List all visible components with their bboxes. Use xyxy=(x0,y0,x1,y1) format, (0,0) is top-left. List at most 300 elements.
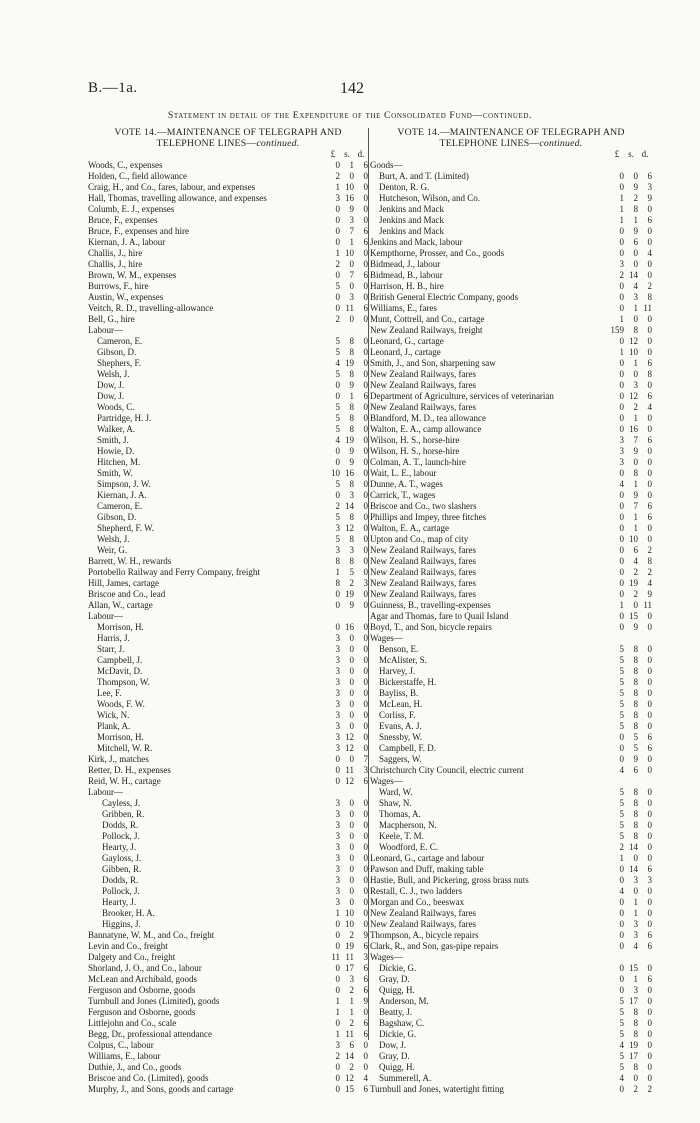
amount-pounds: 2 xyxy=(619,842,624,852)
amount-shillings: 8 xyxy=(633,1062,638,1072)
ledger-row xyxy=(370,754,652,765)
amount-pence: 0 xyxy=(363,1040,368,1050)
amount-pounds: 5 xyxy=(619,666,624,676)
entry-description: Shaw, N. xyxy=(379,798,412,808)
ledger-row xyxy=(88,578,368,589)
ledger-row xyxy=(88,633,368,644)
amount-shillings: 8 xyxy=(633,325,638,335)
entry-description: Woods, F. W. xyxy=(97,699,145,709)
entry-description: Hitchen, M. xyxy=(97,457,141,467)
amount-shillings: 1 xyxy=(349,1007,354,1017)
amount-pounds: 0 xyxy=(619,358,624,368)
amount-pounds: 5 xyxy=(619,677,624,687)
ledger-row xyxy=(88,1084,368,1095)
entry-description: Higgins, J. xyxy=(102,919,141,929)
amount-pounds: 3 xyxy=(619,457,624,467)
ledger-row xyxy=(88,1062,368,1073)
amount-pence: 0 xyxy=(363,732,368,742)
amount-shillings: 8 xyxy=(349,424,354,434)
ledger-row xyxy=(370,765,652,776)
ledger-row xyxy=(370,182,652,193)
amount-pence: 2 xyxy=(647,1084,652,1094)
amount-pounds: 1 xyxy=(619,314,624,324)
ledger-row xyxy=(370,347,652,358)
amount-shillings: 8 xyxy=(349,402,354,412)
ledger-row xyxy=(88,743,368,754)
amount-shillings: 0 xyxy=(349,666,354,676)
unit-shillings: s. xyxy=(628,149,634,159)
ledger-row xyxy=(88,721,368,732)
amount-pence: 0 xyxy=(363,424,368,434)
amount-pence: 0 xyxy=(647,853,652,863)
ledger-row xyxy=(88,875,368,886)
amount-shillings: 1 xyxy=(349,996,354,1006)
amount-pounds: 4 xyxy=(619,765,624,775)
amount-pence: 6 xyxy=(647,732,652,742)
amount-pence: 0 xyxy=(363,1062,368,1072)
entry-description: Wait, L. E., labour xyxy=(370,468,437,478)
amount-pounds: 0 xyxy=(619,985,624,995)
amount-shillings: 8 xyxy=(633,677,638,687)
amount-pence: 0 xyxy=(647,908,652,918)
ledger-row xyxy=(88,457,368,468)
entry-description: Labour— xyxy=(88,325,123,335)
amount-shillings: 6 xyxy=(633,237,638,247)
ledger-row xyxy=(88,314,368,325)
amount-shillings: 19 xyxy=(629,578,638,588)
ledger-row xyxy=(370,633,652,644)
amount-pounds: 3 xyxy=(335,897,340,907)
amount-pounds: 8 xyxy=(335,556,340,566)
amount-shillings: 11 xyxy=(345,303,354,313)
amount-pounds: 0 xyxy=(619,919,624,929)
vote-heading-line1: VOTE 14.—MAINTENANCE OF TELEGRAPH AND xyxy=(114,127,342,138)
amount-shillings: 1 xyxy=(349,237,354,247)
amount-pounds: 0 xyxy=(619,490,624,500)
amount-pence: 6 xyxy=(647,974,652,984)
amount-pence: 7 xyxy=(363,754,368,764)
amount-pounds: 5 xyxy=(619,831,624,841)
entry-description: Woods, C., expenses xyxy=(88,160,163,170)
amount-shillings: 9 xyxy=(633,226,638,236)
amount-pence: 4 xyxy=(647,578,652,588)
entry-description: Burrows, F., hire xyxy=(88,281,149,291)
amount-pounds: 3 xyxy=(335,743,340,753)
amount-shillings: 3 xyxy=(349,215,354,225)
amount-pounds: 0 xyxy=(619,864,624,874)
amount-pounds: 0 xyxy=(619,545,624,555)
ledger-row xyxy=(88,325,368,336)
amount-pounds: 0 xyxy=(335,1018,340,1028)
ledger-row xyxy=(88,358,368,369)
amount-shillings: 3 xyxy=(633,380,638,390)
ledger-row xyxy=(88,897,368,908)
ledger-row xyxy=(370,512,652,523)
amount-pence: 0 xyxy=(647,424,652,434)
ledger-row xyxy=(370,1062,652,1073)
amount-pounds: 3 xyxy=(335,732,340,742)
ledger-row xyxy=(88,886,368,897)
amount-shillings: 19 xyxy=(345,358,354,368)
amount-shillings: 0 xyxy=(349,688,354,698)
ledger-row xyxy=(88,237,368,248)
unit-shillings: s. xyxy=(344,149,350,159)
amount-pounds: 5 xyxy=(335,281,340,291)
entry-description: Williams, E., labour xyxy=(88,1051,161,1061)
vote-heading xyxy=(370,128,652,149)
entry-description: Begg, Dr., professional attendance xyxy=(88,1029,212,1039)
amount-shillings: 10 xyxy=(629,534,638,544)
entry-description: Hearty, J. xyxy=(102,897,137,907)
ledger-row xyxy=(370,292,652,303)
amount-pence: 0 xyxy=(363,402,368,412)
ledger-row xyxy=(370,820,652,831)
amount-pence: 0 xyxy=(647,897,652,907)
amount-pounds: 4 xyxy=(619,1040,624,1050)
entry-description: McLean, H. xyxy=(379,699,423,709)
entry-description: Walton, E. A., cartage xyxy=(370,523,449,533)
amount-shillings: 8 xyxy=(349,413,354,423)
amount-pounds: 3 xyxy=(335,886,340,896)
amount-pounds: 0 xyxy=(619,611,624,621)
ledger-row xyxy=(88,193,368,204)
amount-pounds: 3 xyxy=(335,820,340,830)
amount-shillings: 1 xyxy=(633,523,638,533)
amount-pence: 3 xyxy=(647,182,652,192)
ledger-rows xyxy=(88,160,368,1095)
amount-pence: 0 xyxy=(363,259,368,269)
amount-shillings: 0 xyxy=(349,699,354,709)
amount-pounds: 0 xyxy=(619,171,624,181)
amount-shillings: 1 xyxy=(633,479,638,489)
amount-pence: 0 xyxy=(363,743,368,753)
ledger-row xyxy=(88,1029,368,1040)
amount-pence: 11 xyxy=(643,600,652,610)
amount-pence: 0 xyxy=(363,710,368,720)
unit-pounds: £ xyxy=(614,149,620,159)
ledger-row xyxy=(88,908,368,919)
amount-pence: 6 xyxy=(647,358,652,368)
amount-shillings: 1 xyxy=(633,512,638,522)
ledger-row xyxy=(88,776,368,787)
amount-pence: 0 xyxy=(647,270,652,280)
ledger-row xyxy=(370,1007,652,1018)
amount-pounds: 0 xyxy=(335,963,340,973)
ledger-row xyxy=(88,1051,368,1062)
entry-description: Bannatyne, W. M., and Co., freight xyxy=(88,930,215,940)
amount-pounds: 0 xyxy=(335,380,340,390)
entry-description: Hutcheson, Wilson, and Co. xyxy=(379,193,480,203)
amount-shillings: 0 xyxy=(633,457,638,467)
amount-pounds: 0 xyxy=(335,215,340,225)
entry-description: Welsh, J. xyxy=(97,369,130,379)
amount-pence: 0 xyxy=(647,622,652,632)
amount-pence: 0 xyxy=(647,919,652,929)
amount-pounds: 0 xyxy=(335,446,340,456)
amount-shillings: 0 xyxy=(349,809,354,819)
amount-shillings: 0 xyxy=(349,798,354,808)
amount-pounds: 5 xyxy=(619,1062,624,1072)
entry-description: New Zealand Railways, fares xyxy=(370,402,476,412)
amount-pounds: 5 xyxy=(335,479,340,489)
amount-pounds: 5 xyxy=(335,534,340,544)
amount-pounds: 4 xyxy=(335,358,340,368)
entry-description: Duthie, J., and Co., goods xyxy=(88,1062,182,1072)
amount-shillings: 0 xyxy=(633,259,638,269)
entry-description: Wages— xyxy=(370,776,403,786)
entry-description: Morrison, H. xyxy=(97,732,144,742)
amount-pence: 0 xyxy=(647,1007,652,1017)
amount-pounds: 0 xyxy=(335,204,340,214)
ledger-row xyxy=(370,479,652,490)
vote-heading-line2: TELEPHONE LINES— xyxy=(156,137,257,149)
amount-shillings: 2 xyxy=(349,1062,354,1072)
amount-shillings: 8 xyxy=(633,787,638,797)
amount-shillings: 15 xyxy=(629,963,638,973)
amount-pounds: 0 xyxy=(335,754,340,764)
amount-shillings: 10 xyxy=(629,347,638,357)
amount-shillings: 8 xyxy=(349,534,354,544)
amount-pence: 9 xyxy=(363,996,368,1006)
entry-description: Blandford, M. D., tea allowance xyxy=(370,413,486,423)
ledger-row xyxy=(88,160,368,171)
amount-pounds: 5 xyxy=(619,1007,624,1017)
amount-pence: 0 xyxy=(363,908,368,918)
entry-description: Harvey, J. xyxy=(379,666,416,676)
entry-description: Shorland, J. O., and Co., labour xyxy=(88,963,202,973)
ledger-row xyxy=(88,842,368,853)
amount-shillings: 2 xyxy=(633,589,638,599)
amount-pence: 6 xyxy=(363,270,368,280)
amount-pence: 0 xyxy=(647,754,652,764)
amount-shillings: 19 xyxy=(345,589,354,599)
amount-shillings: 8 xyxy=(633,798,638,808)
amount-pence: 0 xyxy=(647,996,652,1006)
entry-description: Boyd, T., and Son, bicycle repairs xyxy=(370,622,492,632)
entry-description: Hastie, Bull, and Pickering, gross brass nuts xyxy=(370,875,529,885)
entry-description: Woodford, E. C. xyxy=(379,842,439,852)
entry-description: Wick, N. xyxy=(97,710,130,720)
amount-shillings: 19 xyxy=(345,941,354,951)
entry-description: Smith, W. xyxy=(97,468,133,478)
amount-pence: 0 xyxy=(363,468,368,478)
amount-shillings: 16 xyxy=(629,424,638,434)
amount-shillings: 1 xyxy=(633,974,638,984)
amount-pence: 0 xyxy=(363,248,368,258)
amount-pence: 6 xyxy=(363,963,368,973)
ledger-row xyxy=(370,237,652,248)
entry-description: Burt, A. and T. (Limited) xyxy=(379,171,469,181)
amount-shillings: 6 xyxy=(349,1040,354,1050)
entry-description: Quigg, H. xyxy=(379,985,415,995)
ledger-row xyxy=(88,402,368,413)
amount-pounds: 0 xyxy=(335,622,340,632)
amount-shillings: 0 xyxy=(349,710,354,720)
amount-pounds: 0 xyxy=(619,556,624,566)
amount-shillings: 0 xyxy=(349,259,354,269)
amount-pence: 6 xyxy=(363,160,368,170)
ledger-row xyxy=(370,798,652,809)
amount-shillings: 8 xyxy=(349,479,354,489)
amount-shillings: 7 xyxy=(349,226,354,236)
entry-description: Corliss, F. xyxy=(379,710,416,720)
amount-shillings: 8 xyxy=(349,347,354,357)
amount-shillings: 3 xyxy=(633,985,638,995)
amount-shillings: 8 xyxy=(349,369,354,379)
ledger-row xyxy=(88,930,368,941)
ledger-row xyxy=(370,611,652,622)
entry-description: Summerell, A. xyxy=(379,1073,432,1083)
amount-pounds: 0 xyxy=(619,1084,624,1094)
right-column xyxy=(370,128,652,1095)
amount-pence: 0 xyxy=(363,919,368,929)
entry-description: Starr, J. xyxy=(97,644,125,654)
amount-pence: 3 xyxy=(363,952,368,962)
amount-shillings: 0 xyxy=(633,886,638,896)
entry-description: Austin, W., expenses xyxy=(88,292,164,302)
entry-description: Briscoe and Co., lead xyxy=(88,589,166,599)
amount-pounds: 0 xyxy=(619,369,624,379)
amount-pence: 6 xyxy=(363,1084,368,1094)
amount-pence: 0 xyxy=(363,336,368,346)
entry-description: Portobello Railway and Ferry Company, freight xyxy=(88,567,260,577)
amount-pounds: 0 xyxy=(619,303,624,313)
amount-shillings: 0 xyxy=(633,248,638,258)
ledger-row xyxy=(370,160,652,171)
amount-pence: 0 xyxy=(647,820,652,830)
amount-pounds: 0 xyxy=(335,226,340,236)
entry-description: Colman, A. T., launch-hire xyxy=(370,457,466,467)
amount-pence: 6 xyxy=(647,435,652,445)
amount-pence: 0 xyxy=(363,809,368,819)
entry-description: Wilson, H. S., horse-hire xyxy=(370,446,460,456)
ledger-row xyxy=(370,897,652,908)
amount-pounds: 0 xyxy=(335,600,340,610)
entry-description: New Zealand Railways, fares xyxy=(370,556,476,566)
entry-description: Allan, W., cartage xyxy=(88,600,153,610)
amount-shillings: 0 xyxy=(349,864,354,874)
amount-pence: 0 xyxy=(363,798,368,808)
amount-pounds: 5 xyxy=(335,413,340,423)
amount-shillings: 0 xyxy=(349,754,354,764)
amount-shillings: 0 xyxy=(349,831,354,841)
amount-pence: 6 xyxy=(363,1029,368,1039)
amount-pence: 0 xyxy=(363,204,368,214)
ledger-row xyxy=(370,248,652,259)
amount-shillings: 16 xyxy=(345,468,354,478)
ledger-row xyxy=(88,655,368,666)
amount-pence: 0 xyxy=(363,875,368,885)
amount-pence: 0 xyxy=(363,435,368,445)
amount-shillings: 5 xyxy=(349,567,354,577)
amount-pounds: 0 xyxy=(619,908,624,918)
entry-description: Clark, R., and Son, gas-pipe repairs xyxy=(370,941,499,951)
entry-description: Howie, D. xyxy=(97,446,135,456)
amount-shillings: 12 xyxy=(345,1073,354,1083)
amount-shillings: 3 xyxy=(633,292,638,302)
ledger-row xyxy=(88,809,368,820)
amount-shillings: 7 xyxy=(633,501,638,511)
amount-pence: 6 xyxy=(363,391,368,401)
amount-pence: 0 xyxy=(363,534,368,544)
ledger-row xyxy=(88,831,368,842)
amount-shillings: 7 xyxy=(633,435,638,445)
entry-description: Dodds, R. xyxy=(102,820,139,830)
amount-shillings: 17 xyxy=(345,963,354,973)
entry-description: Kiernan, J. A., labour xyxy=(88,237,166,247)
vote-heading-continued: continued. xyxy=(256,137,300,149)
amount-shillings: 2 xyxy=(349,578,354,588)
amount-pence: 0 xyxy=(647,1040,652,1050)
ledger-row xyxy=(370,424,652,435)
amount-pounds: 5 xyxy=(335,512,340,522)
amount-pounds: 0 xyxy=(335,270,340,280)
amount-pounds: 3 xyxy=(335,545,340,555)
entry-description: Colpus, C., labour xyxy=(88,1040,154,1050)
amount-pounds: 3 xyxy=(335,710,340,720)
amount-pence: 0 xyxy=(647,325,652,335)
ledger-row xyxy=(88,820,368,831)
entry-description: Bidmead, B., labour xyxy=(370,270,443,280)
amount-pounds: 5 xyxy=(335,336,340,346)
column-divider xyxy=(368,128,369,1040)
amount-pounds: 0 xyxy=(619,732,624,742)
ledger-row xyxy=(88,853,368,864)
ledger-row xyxy=(370,600,652,611)
amount-pounds: 0 xyxy=(619,237,624,247)
amount-pence: 0 xyxy=(363,831,368,841)
ledger-row xyxy=(88,380,368,391)
ledger-row xyxy=(88,369,368,380)
amount-pounds: 5 xyxy=(619,1051,624,1061)
entry-description: Ward, W. xyxy=(379,787,413,797)
amount-pounds: 1 xyxy=(619,347,624,357)
amount-pence: 0 xyxy=(647,479,652,489)
amount-shillings: 6 xyxy=(633,765,638,775)
amount-pence: 0 xyxy=(647,985,652,995)
amount-pence: 0 xyxy=(647,831,652,841)
amount-pounds: 1 xyxy=(335,1029,340,1039)
ledger-row xyxy=(370,281,652,292)
ledger-row xyxy=(88,424,368,435)
amount-shillings: 0 xyxy=(349,897,354,907)
entry-description: Department of Agriculture, services of veterinarian xyxy=(370,391,554,401)
amount-pounds: 0 xyxy=(335,391,340,401)
entry-description: New Zealand Railways, fares xyxy=(370,545,476,555)
amount-pence: 0 xyxy=(363,490,368,500)
amount-pence: 6 xyxy=(363,941,368,951)
amount-shillings: 1 xyxy=(349,391,354,401)
entry-description: Levin and Co., freight xyxy=(88,941,168,951)
entry-description: Barrett, W. H., rewards xyxy=(88,556,172,566)
entry-description: Bayliss, B. xyxy=(379,688,419,698)
amount-pounds: 0 xyxy=(335,974,340,984)
ledger-row xyxy=(370,666,652,677)
amount-pence: 0 xyxy=(647,380,652,390)
entry-description: Goods— xyxy=(370,160,403,170)
ledger-row xyxy=(88,567,368,578)
ledger-row xyxy=(88,490,368,501)
ledger-row xyxy=(370,490,652,501)
amount-pounds: 2 xyxy=(619,270,624,280)
amount-pounds: 0 xyxy=(619,501,624,511)
amount-shillings: 3 xyxy=(349,490,354,500)
vote-heading xyxy=(88,128,368,149)
amount-shillings: 3 xyxy=(349,292,354,302)
amount-pounds: 0 xyxy=(335,292,340,302)
amount-shillings: 0 xyxy=(349,721,354,731)
amount-pence: 6 xyxy=(363,237,368,247)
